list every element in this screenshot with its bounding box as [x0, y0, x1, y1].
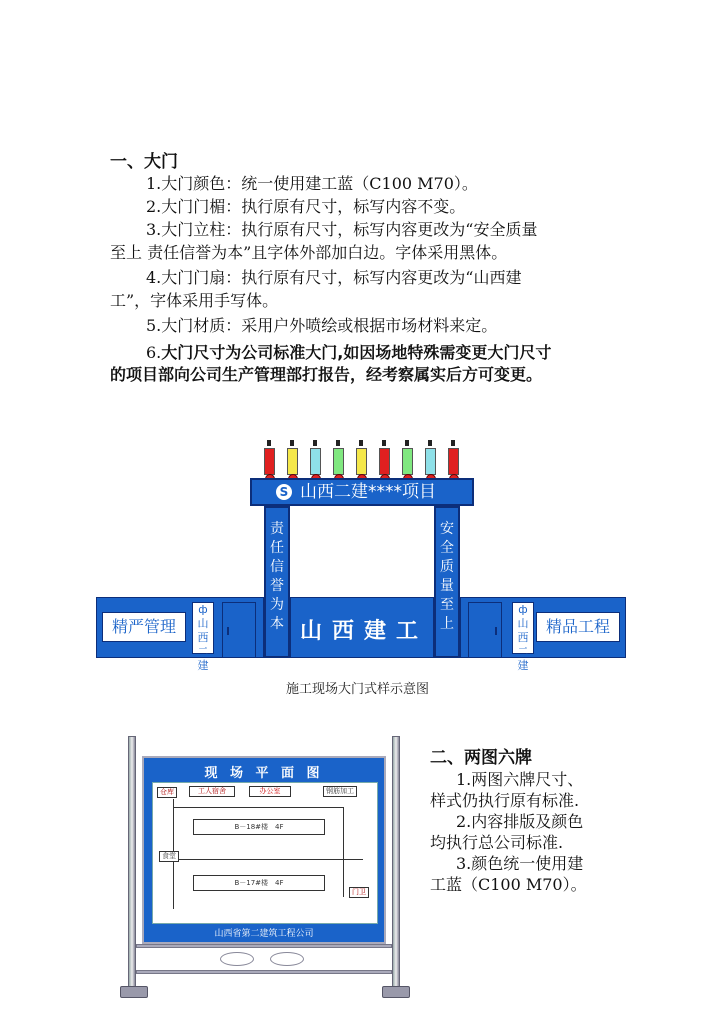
section1-item4-line2: 工”，字体采用手写体。 — [110, 291, 279, 310]
gate-label: 门卫 — [349, 887, 369, 898]
section2-item2-line1: 2.内容排版及颜色 — [456, 812, 584, 831]
plan-line — [173, 859, 363, 860]
flag — [264, 448, 275, 475]
section1-item6-line1 — [146, 341, 551, 365]
building-b18: B－18#楼 4F — [193, 819, 325, 835]
section1-item5: 5.大门材质：采用户外喷绘或根据市场材料来定。 — [146, 316, 498, 335]
section1-item2: 2.大门门楣：执行原有尺寸，标写内容不变。 — [146, 197, 466, 216]
plan-line — [173, 807, 343, 808]
section2-item3-line1: 3.颜色统一使用建 — [456, 854, 584, 873]
left-post-foot — [120, 986, 148, 998]
flag-pole — [336, 440, 340, 446]
flag — [287, 448, 298, 475]
left-post — [128, 736, 136, 994]
flag-pole — [313, 440, 317, 446]
left-pillar-char: 誉 — [270, 578, 284, 594]
section2-item1-line2: 样式仍执行原有标准. — [430, 791, 580, 810]
ornament-icon — [220, 952, 254, 966]
flag — [379, 448, 390, 475]
section2-item3-line2: 工蓝（C100 M70）。 — [430, 875, 587, 894]
right-pillar-char: 质 — [440, 559, 454, 575]
section1-heading: 一、大门 — [110, 152, 178, 172]
plan-label: 仓库 — [157, 787, 177, 798]
right-post — [392, 736, 400, 994]
section2-item2-line2: 均执行总公司标准. — [430, 833, 564, 852]
door-script-text: 山西建工 — [300, 618, 429, 644]
plan-line — [343, 807, 344, 897]
lintel-text: 山西二建****项目 — [300, 482, 436, 502]
billboard-footer: 山西省第二建筑工程公司 — [214, 929, 314, 939]
right-side-door — [468, 602, 502, 658]
board-cross-bar — [136, 944, 392, 948]
section1-item1: 1.大门颜色：统一使用建工蓝（C100 M70）。 — [146, 174, 478, 193]
right-pillar-char: 上 — [440, 616, 454, 632]
flag-pole — [359, 440, 363, 446]
company-logo-icon: S — [276, 484, 292, 500]
right-pillar-char: 量 — [440, 578, 454, 594]
office-label: 办公室 — [249, 786, 291, 797]
left-pillar-char: 任 — [270, 540, 284, 556]
left-pillar-char: 本 — [270, 616, 284, 632]
section1-item3-line2: 至上 责任信誉为本”且字体外部加白边。字体采用黑体。 — [110, 243, 508, 262]
right-pillar-char: 全 — [440, 540, 454, 556]
right-pillar — [434, 506, 460, 658]
site-plan-drawing — [152, 782, 378, 924]
flag-pole — [428, 440, 432, 446]
left-pillar-char: 为 — [270, 597, 284, 613]
section1-item6-line2: 的项目部向公司生产管理部打报告，经考察属实后方可变更。 — [110, 365, 543, 384]
right-pillar-char: 安 — [440, 521, 454, 537]
section1-item6-number: 6. — [146, 343, 162, 362]
right-pillar-char: 至 — [440, 597, 454, 613]
flag — [356, 448, 367, 475]
company-emblem-icon: ф 山西 二建 — [192, 602, 214, 654]
left-pillar-char: 责 — [270, 521, 284, 537]
gate-caption: 施工现场大门式样示意图 — [286, 682, 430, 697]
section2-item1-line1: 1.两图六牌尺寸、 — [456, 770, 584, 789]
board-cross-bar — [136, 970, 392, 974]
section1-item6-text: 大门尺寸为公司标准大门,如因场地特殊需变更大门尺寸 — [161, 343, 552, 362]
section1-item4-line1: 4.大门门扇：执行原有尺寸，标写内容更改为“山西建 — [146, 268, 522, 287]
billboard-frame — [142, 756, 386, 944]
gate-lintel — [250, 478, 474, 506]
plan-label: 钢筋加工 — [323, 786, 357, 797]
dorm-label: 工人宿舍 — [189, 786, 235, 797]
left-side-door — [222, 602, 256, 658]
left-wall-sign: 精严管理 — [102, 612, 186, 642]
flag — [402, 448, 413, 475]
flag-pole — [451, 440, 455, 446]
flag-pole — [290, 440, 294, 446]
right-post-foot — [382, 986, 410, 998]
flag-pole — [405, 440, 409, 446]
left-pillar — [264, 506, 290, 658]
site-plan-billboard — [120, 728, 405, 1000]
flag-pole — [382, 440, 386, 446]
gate-illustration — [96, 440, 626, 672]
right-wall-sign: 精品工程 — [536, 612, 620, 642]
flag — [310, 448, 321, 475]
flag — [425, 448, 436, 475]
building-b17: B－17#楼 4F — [193, 875, 325, 891]
billboard-title: 现 场 平 面 图 — [204, 766, 324, 781]
flag — [333, 448, 344, 475]
section1-item3-line1: 3.大门立柱：执行原有尺寸，标写内容更改为“安全质量 — [146, 220, 538, 239]
section2-heading: 二、两图六牌 — [430, 748, 532, 768]
company-emblem-icon: ф 山西 二建 — [512, 602, 534, 654]
ornament-icon — [270, 952, 304, 966]
flag — [448, 448, 459, 475]
plan-label: 食堂 — [159, 851, 179, 862]
left-pillar-char: 信 — [270, 559, 284, 575]
flag-pole — [267, 440, 271, 446]
